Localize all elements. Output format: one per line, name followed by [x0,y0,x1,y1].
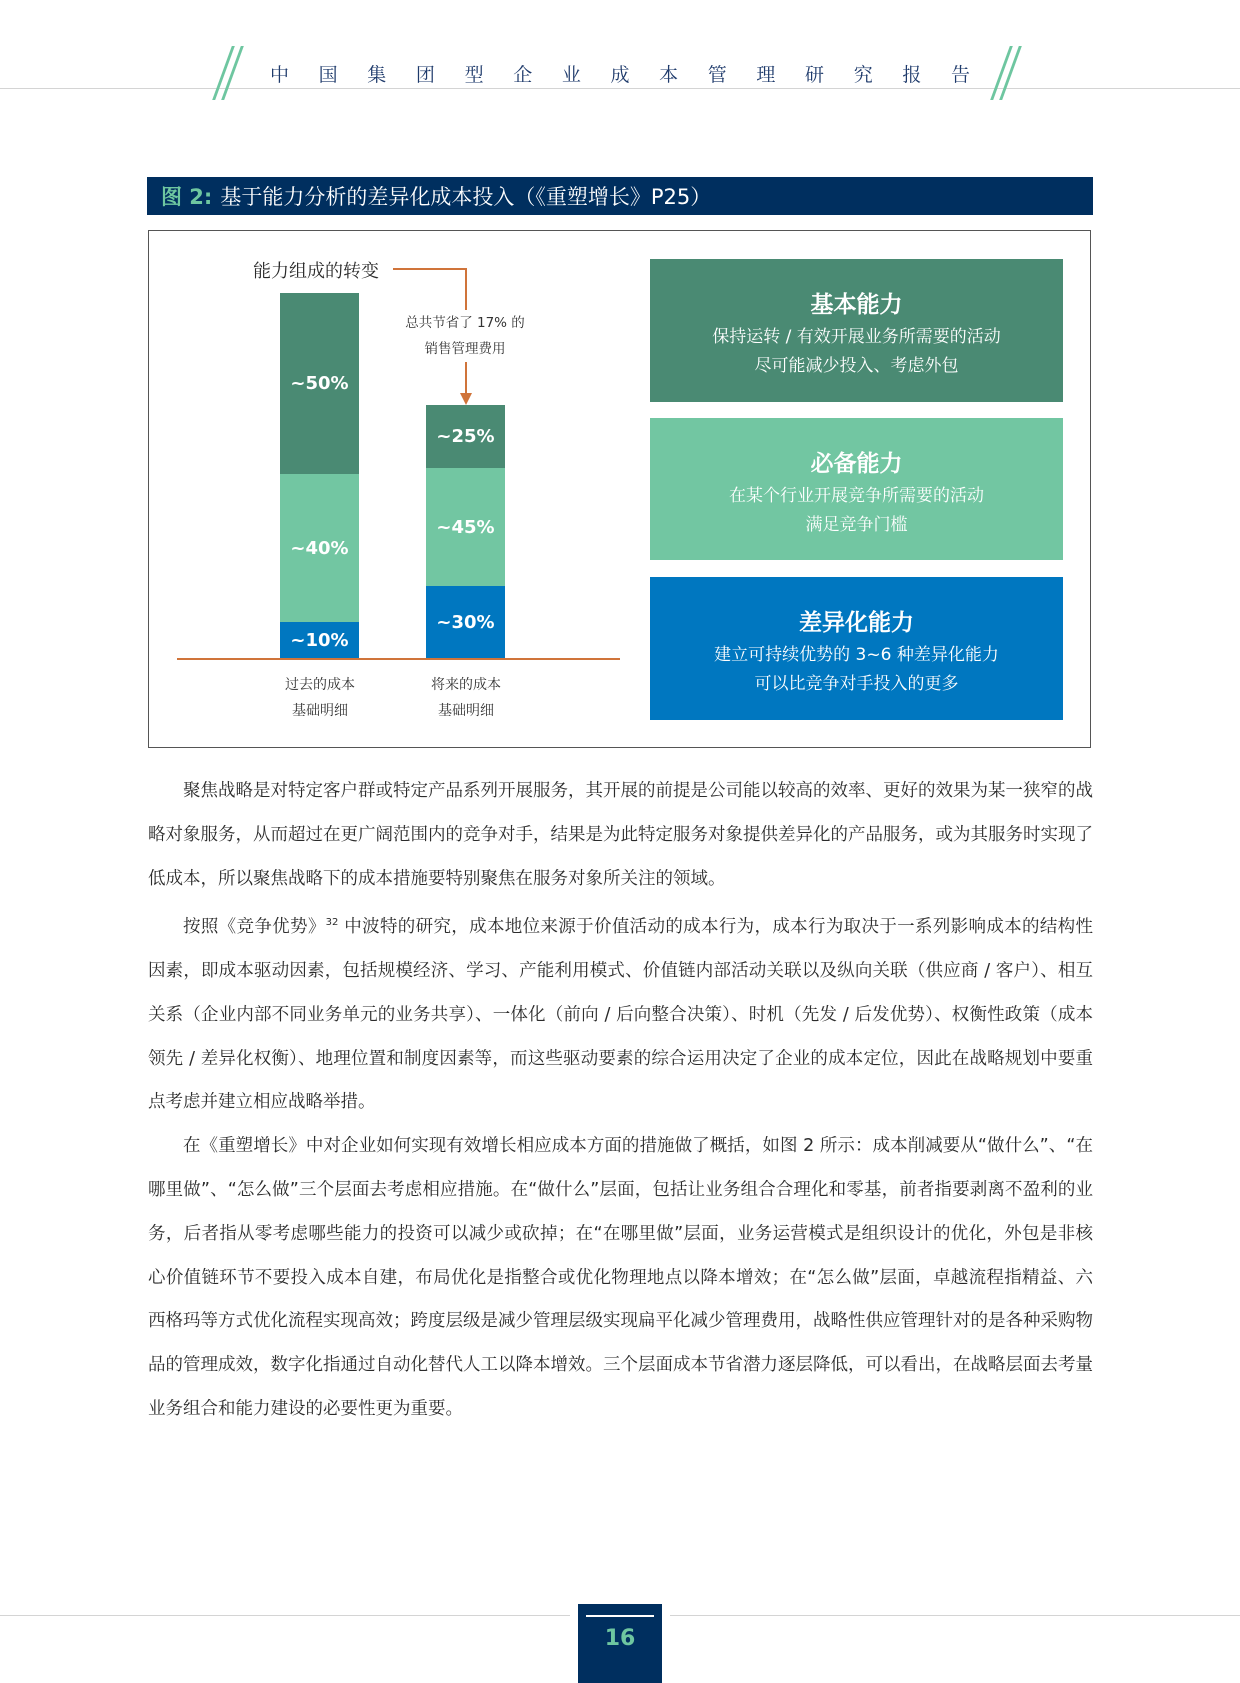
bar-segment-basic: ~25% [426,405,505,468]
capability-box-required [650,418,1063,560]
title-char: 型 [464,64,484,86]
x-axis-label-past [250,672,390,724]
capability-box-basic [650,259,1063,402]
annotation-line: 销售管理费用 [424,341,506,357]
page-number: 16 [604,1626,636,1651]
x-label-line: 将来的成本 [431,677,501,693]
figure-title-bar [147,177,1093,215]
page-number-rule [586,1615,654,1617]
capability-description: 满足竞争门槛 [805,515,908,535]
header-divider [0,88,1240,89]
capability-description: 可以比竞争对手投入的更多 [754,674,959,694]
connector-line [393,268,467,270]
capability-title: 差异化能力 [799,610,914,636]
footnote-ref[interactable]: 32 [325,917,339,929]
title-char: 中 [270,64,290,86]
savings-annotation [390,310,540,362]
bar-segment-basic: ~50% [280,293,359,474]
page-number-box [578,1604,662,1683]
title-char: 团 [415,64,435,86]
bar-segment-differentiated: ~30% [426,586,505,659]
paragraph: 聚焦战略是对特定客户群或特定产品系列开展服务，其开展的前提是公司能以较高的效率、更好的效果为某一狭窄的战略对象服务，从而超过在更广阔范围内的竞争对手，结果是为此特定服务对象提供差异化的产品服务，或为其服务时实现了低成本，所以聚焦战略下的成本措施要特别聚焦在服务对象所关注的领域。 [148,781,1093,889]
chart-baseline [177,658,620,660]
title-char: 集 [367,64,387,86]
bar-segment-required: ~45% [426,468,505,586]
capability-title: 必备能力 [810,451,903,477]
body-text [148,770,1093,1432]
chart-title: 能力组成的转变 [253,261,379,282]
bar-segment-differentiated: ~10% [280,622,359,659]
connector-line [465,362,467,394]
title-char: 理 [756,64,776,86]
paragraph-text: 中波特的研究，成本地位来源于价值活动的成本行为，成本行为取决于一系列影响成本的结构性因素，即成本驱动因素，包括规模经济、学习、产能利用模式、价值链内部活动关联以及纵向关联（供应商 / 客户）、相互关系（企业内部不同业务单元的业务共享）、一体化（前向 / 后向整合决策）、时机（先发 / 后发优势）、权衡性政策（成本领先 / 差异化权衡）、地理位置和制度因素等，而这些驱动要素的综合运用决定了企业的成本定位，因此在战略规划中要重点考虑并建立相应战略举措。 [148,917,1093,1113]
footer-divider [0,1615,570,1616]
figure-title: 基于能力分析的差异化成本投入（《重塑增长》P25） [220,185,712,209]
title-char: 企 [513,64,533,86]
title-char: 业 [561,64,581,86]
title-char: 国 [318,64,338,86]
capability-description: 在某个行业开展竞争所需要的活动 [729,486,984,506]
x-label-line: 基础明细 [292,703,348,719]
title-char: 告 [950,64,970,86]
paragraph-text: 按照《竞争优势》 [183,917,326,938]
title-char: 研 [805,64,825,86]
title-char: 成 [610,64,630,86]
footer-divider [670,1615,1240,1616]
x-axis-label-future [396,672,536,724]
paragraph: 在《重塑增长》中对企业如何实现有效增长相应成本方面的措施做了概括，如图 2 所示：成本削减要从“做什么”、“在哪里做”、“怎么做”三个层面去考虑相应措施。在“做什么”层面，包括让业务组合合理化和零基，前者指要剥离不盈利的业务，后者指从零考虑哪些能力的投资可以减少或砍掉；在“在哪里做”层面，业务运营模式是组织设计的优化，外包是非核心价值链环节不要投入成本自建，布局优化是指整合或优化物理地点以降本增效；在“怎么做”层面，卓越流程指精益、六西格玛等方式优化流程实现高效；跨度层级是减少管理层级实现扁平化减少管理费用，战略性供应管理针对的是各种采购物品的管理成效，数字化指通过自动化替代人工以降本增效。三个层面成本节省潜力逐层降低，可以看出，在战略层面去考量业务组合和能力建设的必要性更为重要。 [148,1136,1093,1419]
title-char: 管 [707,64,727,86]
report-title [270,60,970,87]
annotation-line: 总共节省了 17% 的 [405,315,525,331]
capability-title: 基本能力 [810,292,903,318]
bar-future [426,405,505,659]
bar-segment-required: ~40% [280,474,359,622]
connector-line [465,268,467,310]
paragraph [148,901,1093,1125]
capability-description: 保持运转 / 有效开展业务所需要的活动 [712,327,1001,347]
title-char: 究 [853,64,873,86]
title-char: 报 [902,64,922,86]
capability-description: 建立可持续优势的 3~6 种差异化能力 [714,645,999,665]
x-label-line: 基础明细 [438,703,494,719]
arrow-down-icon [460,393,472,405]
capability-box-differentiated [650,577,1063,720]
title-char: 本 [659,64,679,86]
x-label-line: 过去的成本 [285,677,355,693]
capability-description: 尽可能减少投入、考虑外包 [754,356,959,376]
bar-past [280,293,359,659]
figure-label: 图 2: [161,185,213,209]
